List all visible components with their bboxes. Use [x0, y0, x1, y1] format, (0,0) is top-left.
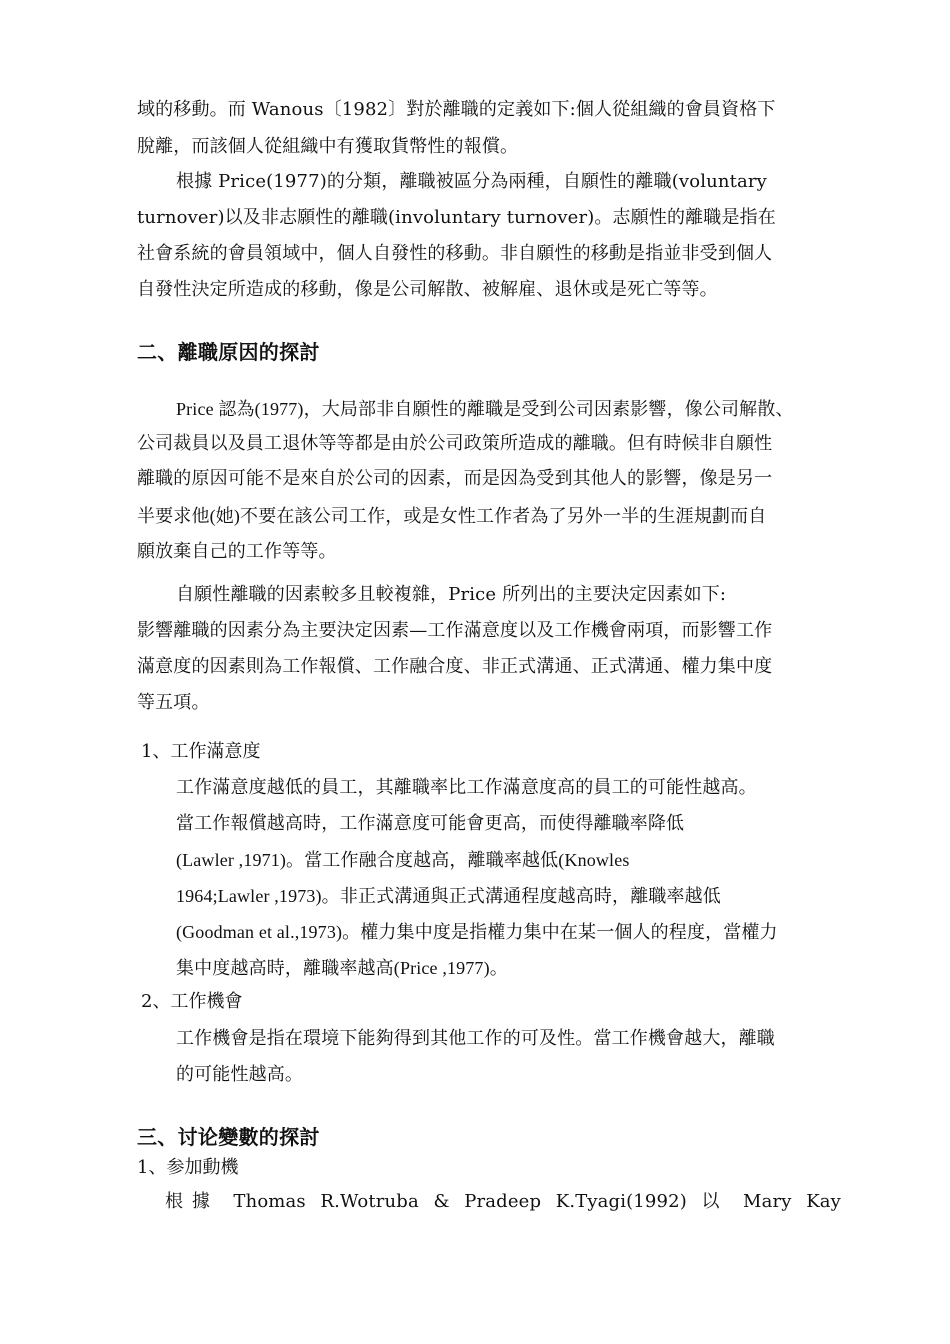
paragraph-line: 根據 Price(1977)的分類，離職被區分為兩種，自願性的離職(voluntary: [176, 171, 767, 192]
paragraph-line: 自願性離職的因素較多且較複雜，Price 所列出的主要決定因素如下:: [176, 584, 727, 605]
paragraph-line: 公司裁員以及員工退休等等都是由於公司政策所造成的離職。但有時候非自願性: [137, 433, 773, 454]
list-item-line: 工作滿意度越低的員工，其離職率比工作滿意度高的員工的可能性越高。: [176, 777, 757, 798]
list-item-line: 1964;Lawler ,1973)。非正式溝通與正式溝通程度越高時，離職率越低: [176, 886, 721, 906]
list-item-line: (Goodman et al.,1973)。權力集中度是指權力集中在某一個人的程度，當權力: [176, 922, 778, 942]
list-item-line: 的可能性越高。: [176, 1064, 304, 1085]
paragraph-line: 根據 Thomas R.Wotruba & Pradeep K.Tyagi(1992) 以 Mary Kay: [165, 1191, 841, 1212]
list-item-line: (Lawler ,1971)。當工作融合度越高，離職率越低(Knowles: [176, 850, 630, 870]
list-item-title: 1、参加動機: [137, 1157, 239, 1178]
list-item-title: 2、工作機會: [141, 991, 243, 1012]
paragraph-line: 離職的原因可能不是來自於公司的因素，而是因為受到其他人的影響，像是另一: [137, 468, 773, 489]
list-item-line: 當工作報償越高時，工作滿意度可能會更高，而使得離職率降低: [176, 813, 685, 834]
paragraph-line: 等五項。: [137, 692, 210, 713]
list-item-line: 集中度越高時，離職率越高(Price ,1977)。: [176, 958, 508, 978]
section-heading: 三、讨论變數的探討: [137, 1125, 320, 1149]
list-item-line: 工作機會是指在環境下能夠得到其他工作的可及性。當工作機會越大，離職: [176, 1028, 775, 1049]
paragraph-line: Price 認為(1977)，大局部非自願性的離職是受到公司因素影響，像公司解散、: [176, 399, 794, 419]
paragraph-line: 域的移動。而 Wanous〔1982〕對於離職的定義如下:個人從組織的會員資格下: [137, 99, 776, 120]
paragraph-line: 脫離，而該個人從組織中有獲取貨幣性的報償。: [137, 136, 519, 157]
paragraph-line: 滿意度的因素則為工作報償、工作融合度、非正式溝通、正式溝通、權力集中度: [137, 656, 773, 677]
paragraph-line: 自發性決定所造成的移動，像是公司解散、被解雇、退休或是死亡等等。: [137, 279, 718, 300]
list-item-title: 1、工作滿意度: [141, 741, 261, 762]
paragraph-line: 社會系統的會員領域中，個人自發性的移動。非自願性的移動是指並非受到個人: [137, 243, 773, 264]
section-heading: 二、離職原因的探討: [137, 340, 320, 364]
paragraph-line: turnover)以及非志願性的離職(involuntary turnover)。志願性的離職是指在: [137, 207, 776, 228]
paragraph-line: 願放棄自己的工作等等。: [137, 541, 337, 562]
paragraph-line: 影響離職的因素分為主要決定因素—工作滿意度以及工作機會兩項，而影響工作: [137, 620, 773, 641]
paragraph-line: 半要求他(她)不要在該公司工作，或是女性工作者為了另外一半的生涯規劃而自: [137, 506, 767, 526]
